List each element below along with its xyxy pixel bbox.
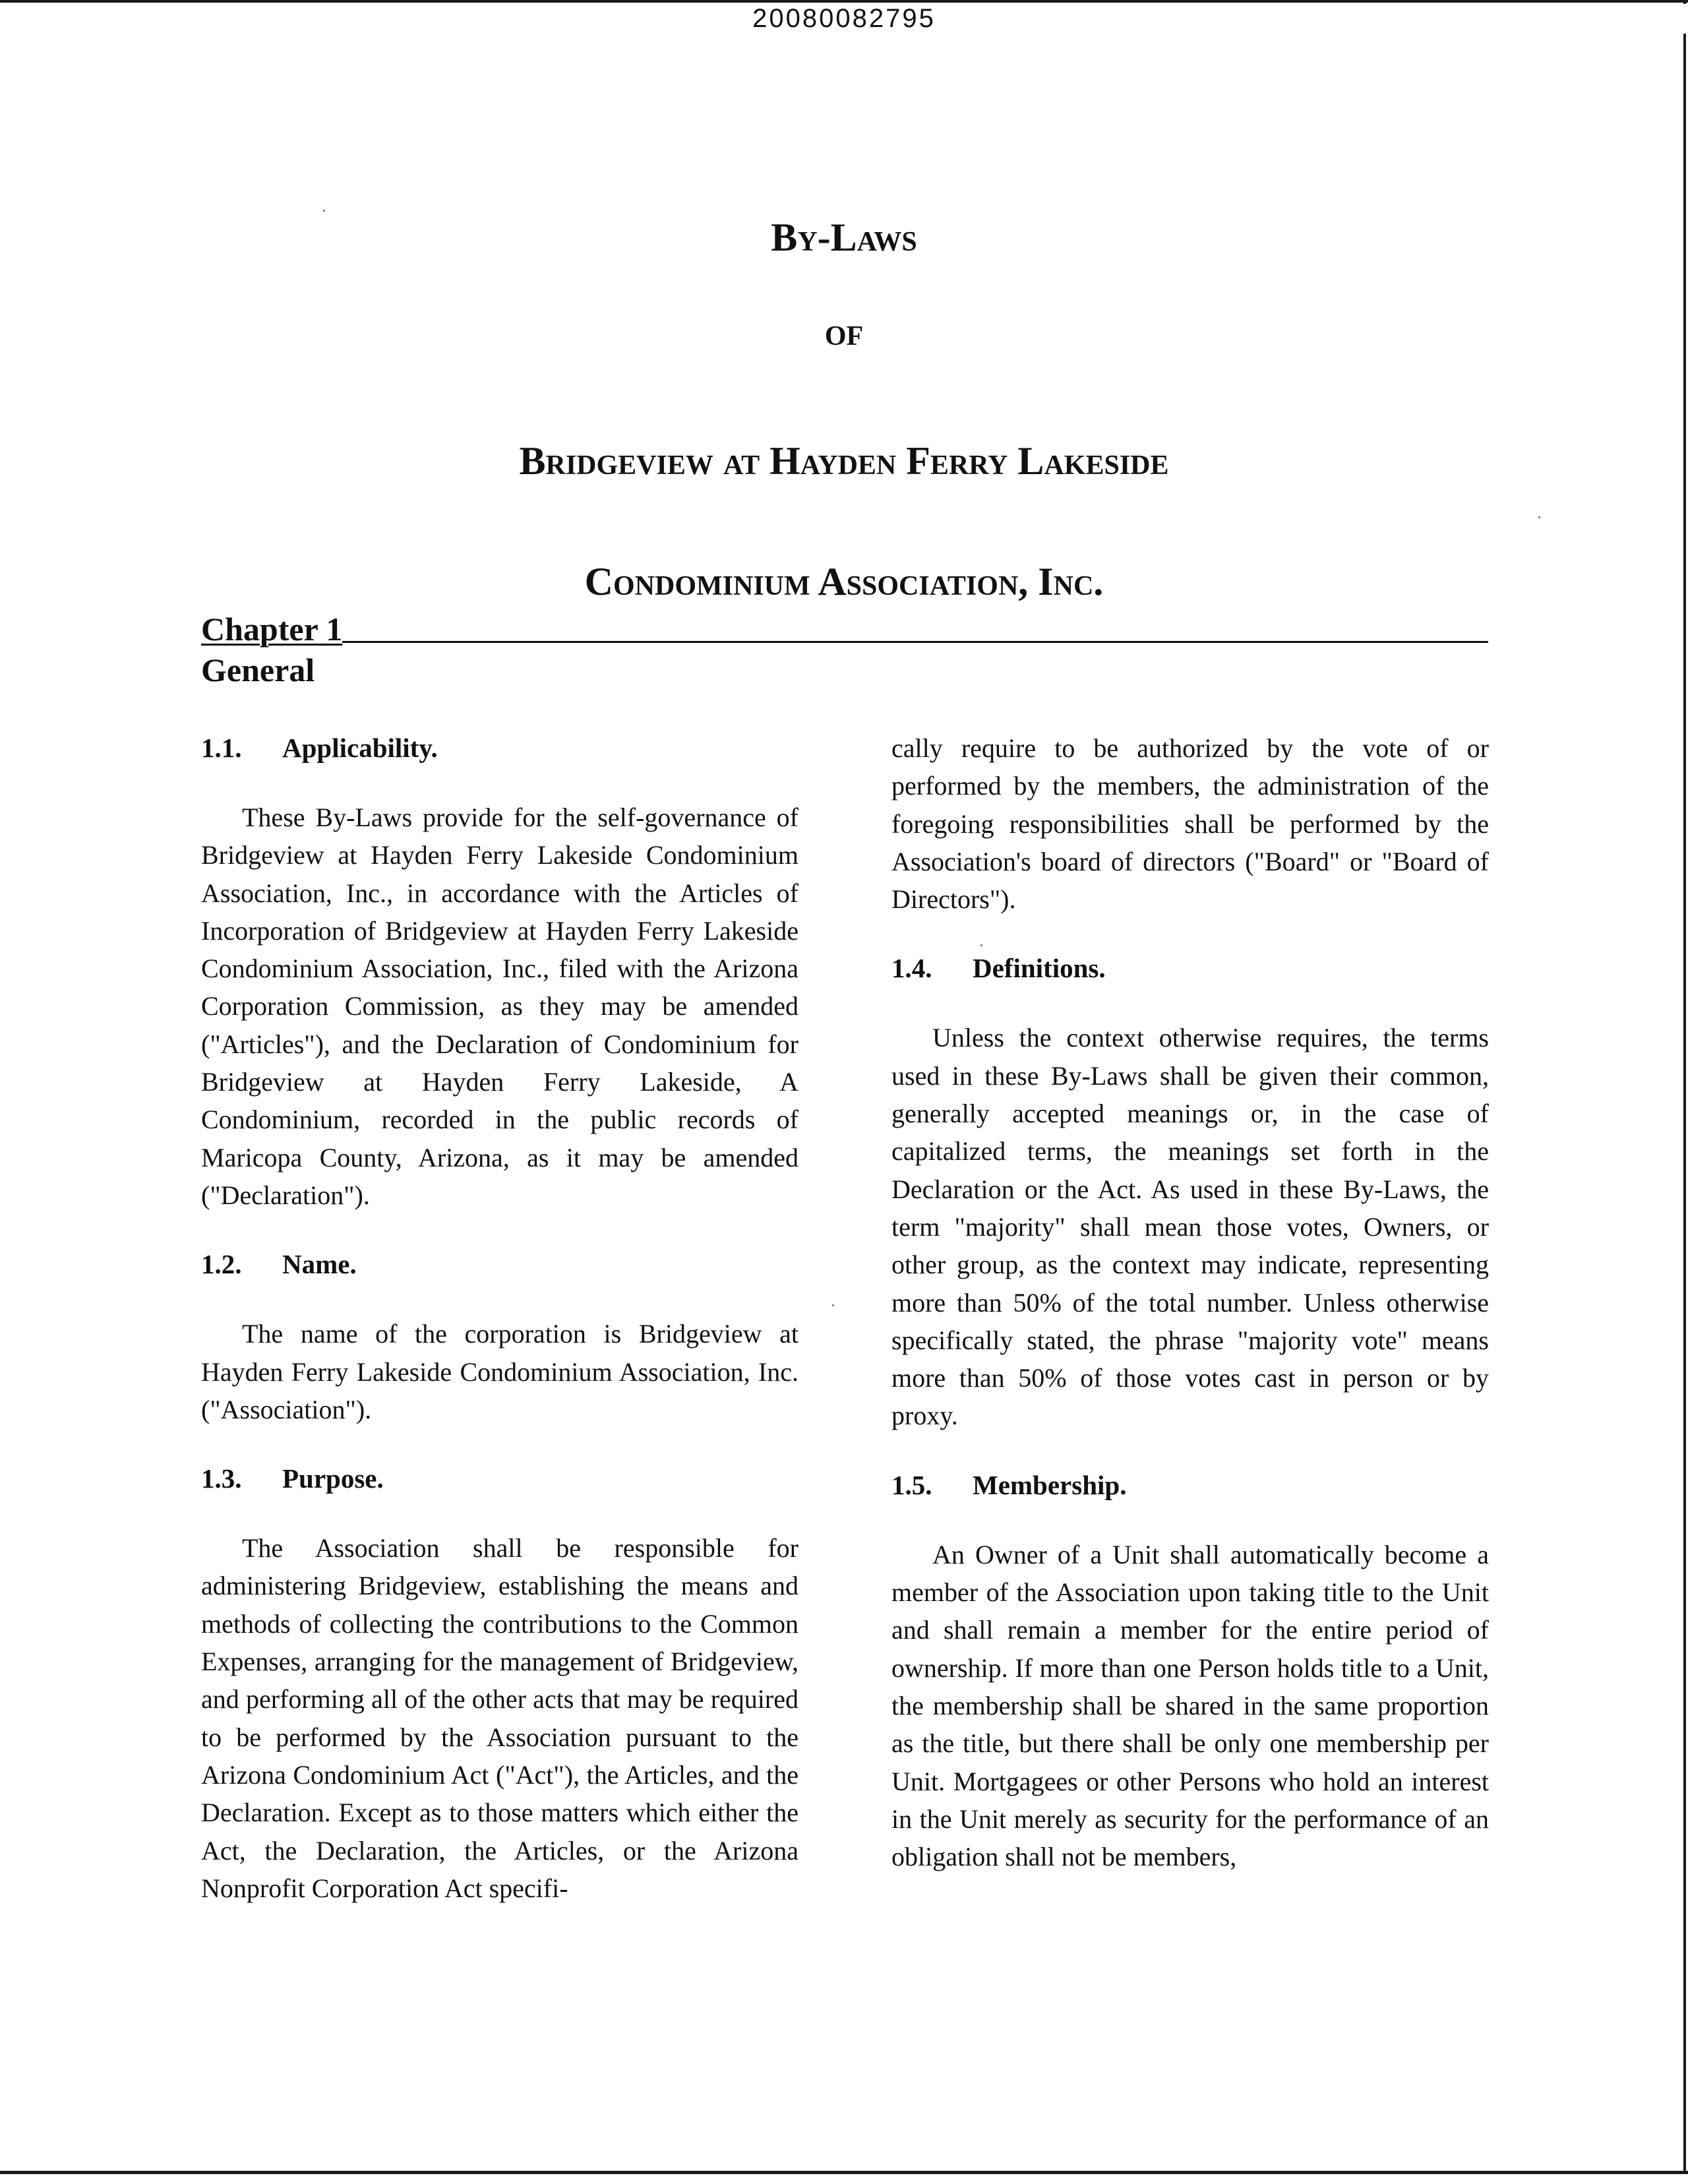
document-title [0,218,1688,601]
scan-border-top [0,0,1688,3]
section-1-3-text: The Association shall be responsible for administering Bridgeview, establishing the means and methods of collecting the contributions to the Common Expenses, arranging for the management of Bridgeview, and performing all of the other acts that may be required to be performed by the Association pursuant to the Arizona Condominium Act ("Act"), the Articles, and the Declaration. Except as to those matters which either the Act, the Declaration, the Articles, or the Arizona Nonprofit Corporation Act specifi- [201,1533,799,1903]
right-column [891,729,1489,1907]
section-title: Purpose. [282,1463,384,1494]
section-1-3-heading [201,1460,799,1498]
section-title: Membership. [973,1469,1127,1500]
section-1-4-heading [891,950,1489,987]
section-1-2-text: The name of the corporation is Bridgeview at Hayden Ferry Lakeside Condominium Association, Inc. ("Association"). [201,1319,799,1424]
title-line-of: of [824,310,864,353]
section-number: 1.5. [891,1469,932,1500]
chapter-line [201,612,1488,646]
section-number: 1.4. [891,953,932,984]
recording-number: 20080082795 [0,4,1688,34]
section-title: Definitions. [973,953,1106,984]
scan-speck [832,1304,834,1306]
scan-border-bottom [0,2171,1688,2174]
section-1-5-text: An Owner of a Unit shall automatically become a member of the Association upon taking title to the Unit and shall remain a member for the entire period of ownership. If more than one Person holds title to a Unit, the membership shall be shared in the same proportion as the title, but there shall be only one membership per Unit. Mortgagees or other Persons who hold an interest in the Unit merely as security for the performance of an obligation shall not be members, [891,1539,1489,1872]
section-1-2-heading [201,1246,799,1283]
section-number: 1.1. [201,733,242,763]
section-1-1-text: These By-Laws provide for the self-governance of Bridgeview at Hayden Ferry Lakeside Condominium Association, Inc., in accordance with the Articles of Incorporation of Bridgeview at Hayden Ferry Lakeside Condominium Association, Inc., filed with the Arizona Corporation Commission, as they may be amended ("Articles"), and the Declaration of Condominium for Bridgeview at Hayden Ferry Lakeside, A Condominium, recorded in the public records of Maricopa County, Arizona, as it may be amended ("Declaration"). [201,803,799,1210]
section-number: 1.2. [201,1249,242,1280]
title-line-bylaws: By-Laws [771,216,917,259]
section-1-5-heading [891,1467,1489,1504]
left-column [201,729,799,1939]
title-line-association: Condominium Association, Inc. [584,560,1104,603]
chapter-name: General [201,652,315,688]
title-line-bridgeview: Bridgeview at Hayden Ferry Lakeside [519,439,1169,483]
section-title: Applicability. [282,733,438,763]
chapter-label: Chapter 1 [201,611,343,648]
section-number: 1.3. [201,1463,242,1494]
chapter-rule [342,641,1488,643]
scan-speck [980,944,982,946]
section-1-4-text: Unless the context otherwise requires, the terms used in these By-Laws shall be given their common, generally accepted meanings or, in the case of capitalized terms, the meanings set forth in the Declaration or the Act. As used in these By-Laws, the term "majority" shall mean those votes, Owners, or other group, as the context may indicate, representing more than 50% of the total number. Unless otherwise specifically stated, the phrase "majority vote" means more than 50% of those votes cast in person or by proxy. [891,1023,1489,1431]
scan-speck [323,210,325,212]
scan-speck [1538,516,1540,518]
section-title: Name. [282,1249,357,1280]
chapter-header [201,612,1488,690]
section-1-1-heading [201,729,799,767]
section-1-3-text-continued: cally require to be authorized by the vote of or performed by the members, the administration of the foregoing responsibilities shall be performed by the Association's board of directors ("Board" or "Board of Directors"). [891,733,1489,915]
